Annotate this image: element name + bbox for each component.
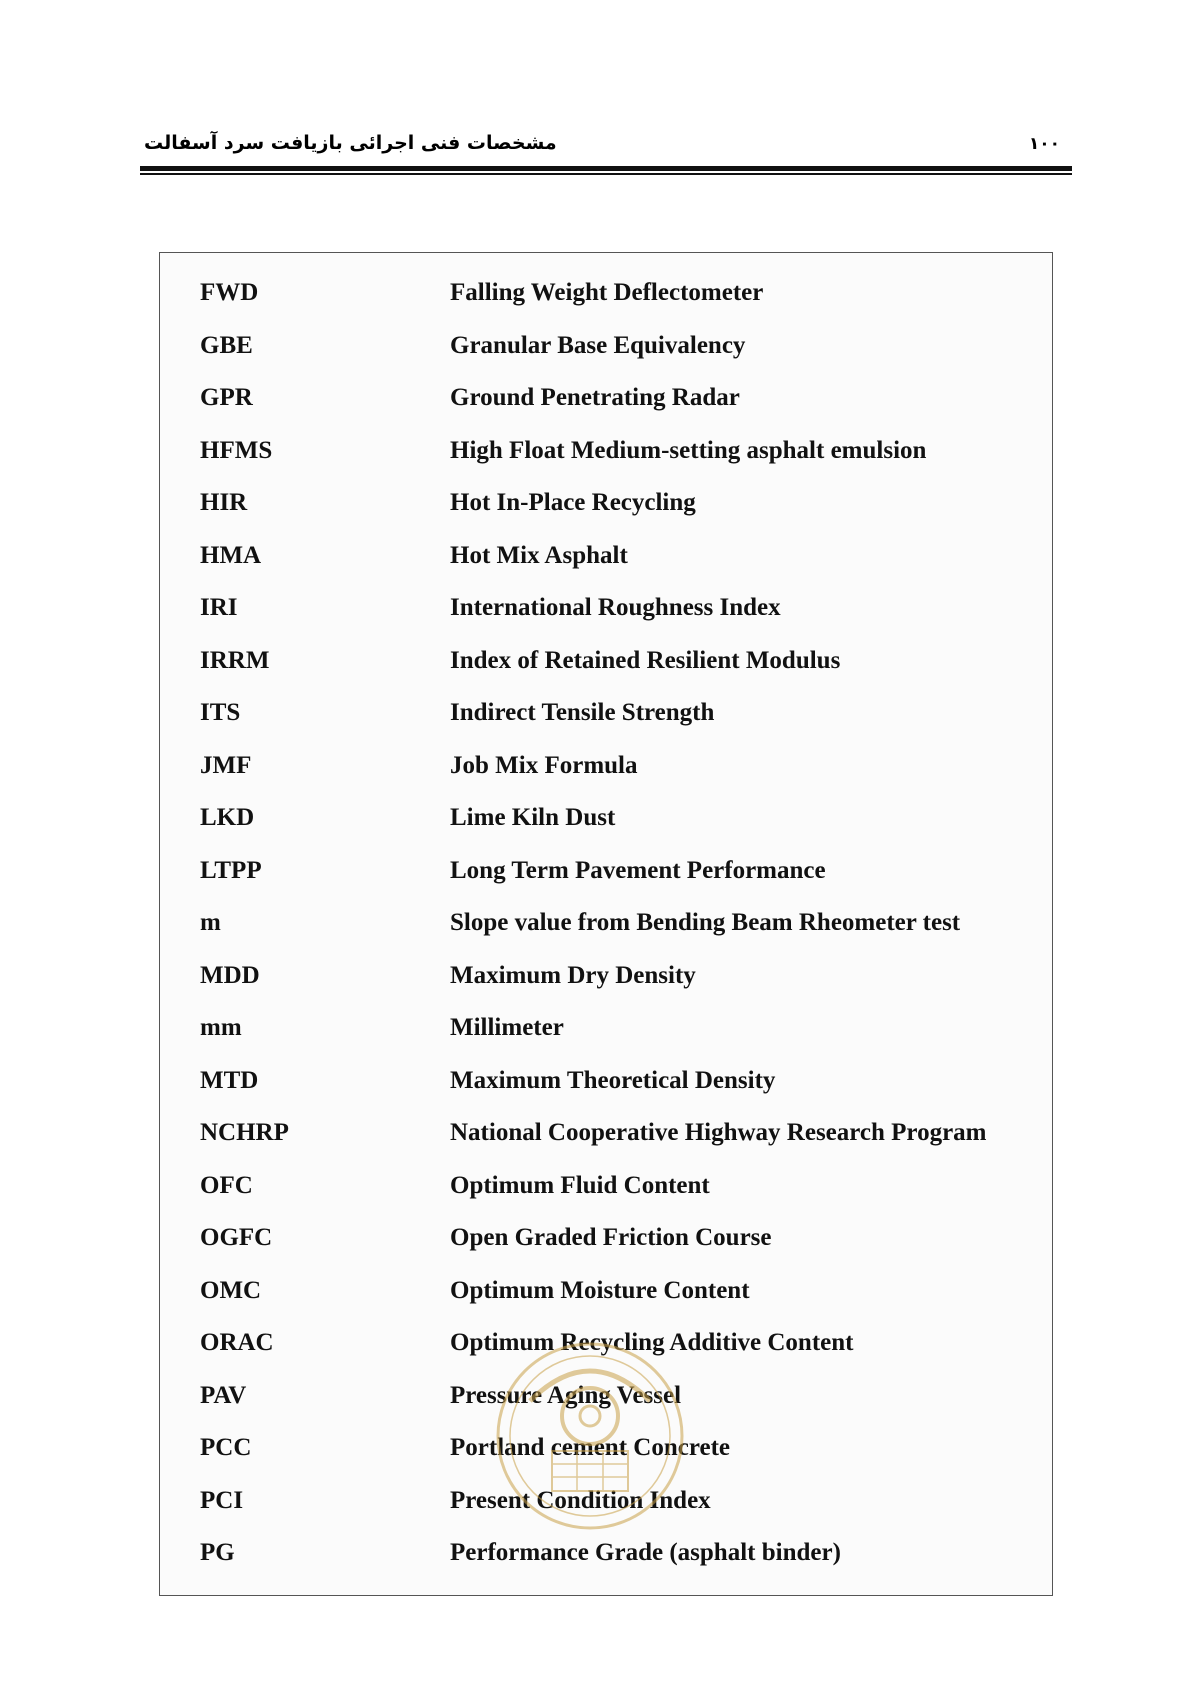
list-item (160, 1329, 1052, 1382)
abbreviation: GPR (200, 384, 253, 411)
list-item (160, 384, 1052, 437)
abbreviation: GBE (200, 331, 253, 359)
list-item (160, 1172, 1052, 1225)
list-item (160, 542, 1052, 595)
definition: Job Mix Formula (450, 751, 638, 779)
definition: Hot In-Place Recycling (450, 489, 696, 516)
abbreviation: JMF (200, 751, 252, 779)
abbreviation: LTPP (200, 856, 262, 884)
definition: Open Graded Friction Course (450, 1224, 772, 1251)
abbreviation: PAV (200, 1381, 247, 1409)
list-item (160, 332, 1052, 385)
definition: Granular Base Equivalency (450, 331, 746, 359)
definition: Maximum Dry Density (450, 961, 696, 989)
header-title: مشخصات فنی اجرائی بازیافت سرد آسفالت (144, 132, 557, 154)
definition: Present Condition Index (450, 1486, 711, 1514)
page-number: ۱۰۰ (1028, 134, 1060, 154)
list-item (160, 594, 1052, 647)
abbreviation-table-scan (159, 252, 1053, 1596)
list-item (160, 437, 1052, 490)
definition: Performance Grade (asphalt binder) (450, 1539, 841, 1566)
definition: Maximum Theoretical Density (450, 1066, 776, 1094)
list-item (160, 647, 1052, 700)
list-item (160, 962, 1052, 1015)
header-rule-thick (140, 166, 1072, 171)
definition: Falling Weight Deflectometer (450, 279, 764, 306)
definition: Ground Penetrating Radar (450, 384, 740, 411)
abbreviation: LKD (200, 804, 255, 831)
abbreviation: OFC (200, 1171, 253, 1199)
list-item (160, 1382, 1052, 1435)
definition: Pressure Aging Vessel (450, 1381, 682, 1409)
header-rule-thin (140, 173, 1072, 175)
abbreviation: MTD (200, 1066, 259, 1094)
list-item (160, 804, 1052, 857)
abbreviation: IRRM (200, 646, 270, 674)
abbreviation-list (160, 279, 1052, 1592)
definition: Index of Retained Resilient Modulus (450, 646, 841, 674)
definition: Optimum Fluid Content (450, 1171, 710, 1199)
abbreviation: MDD (200, 961, 260, 989)
abbreviation: OMC (200, 1276, 262, 1304)
list-item (160, 489, 1052, 542)
abbreviation: PCI (200, 1486, 244, 1514)
definition: Optimum Recycling Additive Content (450, 1329, 854, 1356)
list-item (160, 1014, 1052, 1067)
list-item (160, 1067, 1052, 1120)
definition: Lime Kiln Dust (450, 804, 616, 831)
definition: Hot Mix Asphalt (450, 541, 628, 569)
abbreviation: HIR (200, 489, 248, 516)
definition: Long Term Pavement Performance (450, 856, 826, 884)
definition: Optimum Moisture Content (450, 1276, 750, 1304)
list-item (160, 699, 1052, 752)
abbreviation: mm (200, 1014, 242, 1041)
list-item (160, 752, 1052, 805)
abbreviation: FWD (200, 279, 259, 306)
list-item (160, 909, 1052, 962)
definition: International Roughness Index (450, 594, 781, 621)
list-item (160, 1539, 1052, 1592)
list-item (160, 1487, 1052, 1540)
abbreviation: HMA (200, 541, 262, 569)
abbreviation: m (200, 909, 221, 936)
definition: Slope value from Bending Beam Rheometer test (450, 909, 961, 936)
abbreviation: NCHRP (200, 1119, 289, 1146)
abbreviation: PG (200, 1539, 235, 1566)
abbreviation: PCC (200, 1434, 252, 1461)
page-header (140, 128, 1072, 158)
definition: High Float Medium-setting asphalt emulsion (450, 436, 927, 464)
definition: Portland cement Concrete (450, 1434, 731, 1461)
abbreviation: OGFC (200, 1224, 273, 1251)
list-item (160, 1224, 1052, 1277)
list-item (160, 1119, 1052, 1172)
definition: Indirect Tensile Strength (450, 699, 715, 726)
abbreviation: ITS (200, 699, 241, 726)
list-item (160, 1277, 1052, 1330)
definition: Millimeter (450, 1014, 564, 1041)
definition: National Cooperative Highway Research Program (450, 1119, 987, 1146)
abbreviation: IRI (200, 594, 238, 621)
abbreviation: HFMS (200, 436, 273, 464)
abbreviation: ORAC (200, 1329, 274, 1356)
list-item (160, 1434, 1052, 1487)
list-item (160, 857, 1052, 910)
list-item (160, 279, 1052, 332)
